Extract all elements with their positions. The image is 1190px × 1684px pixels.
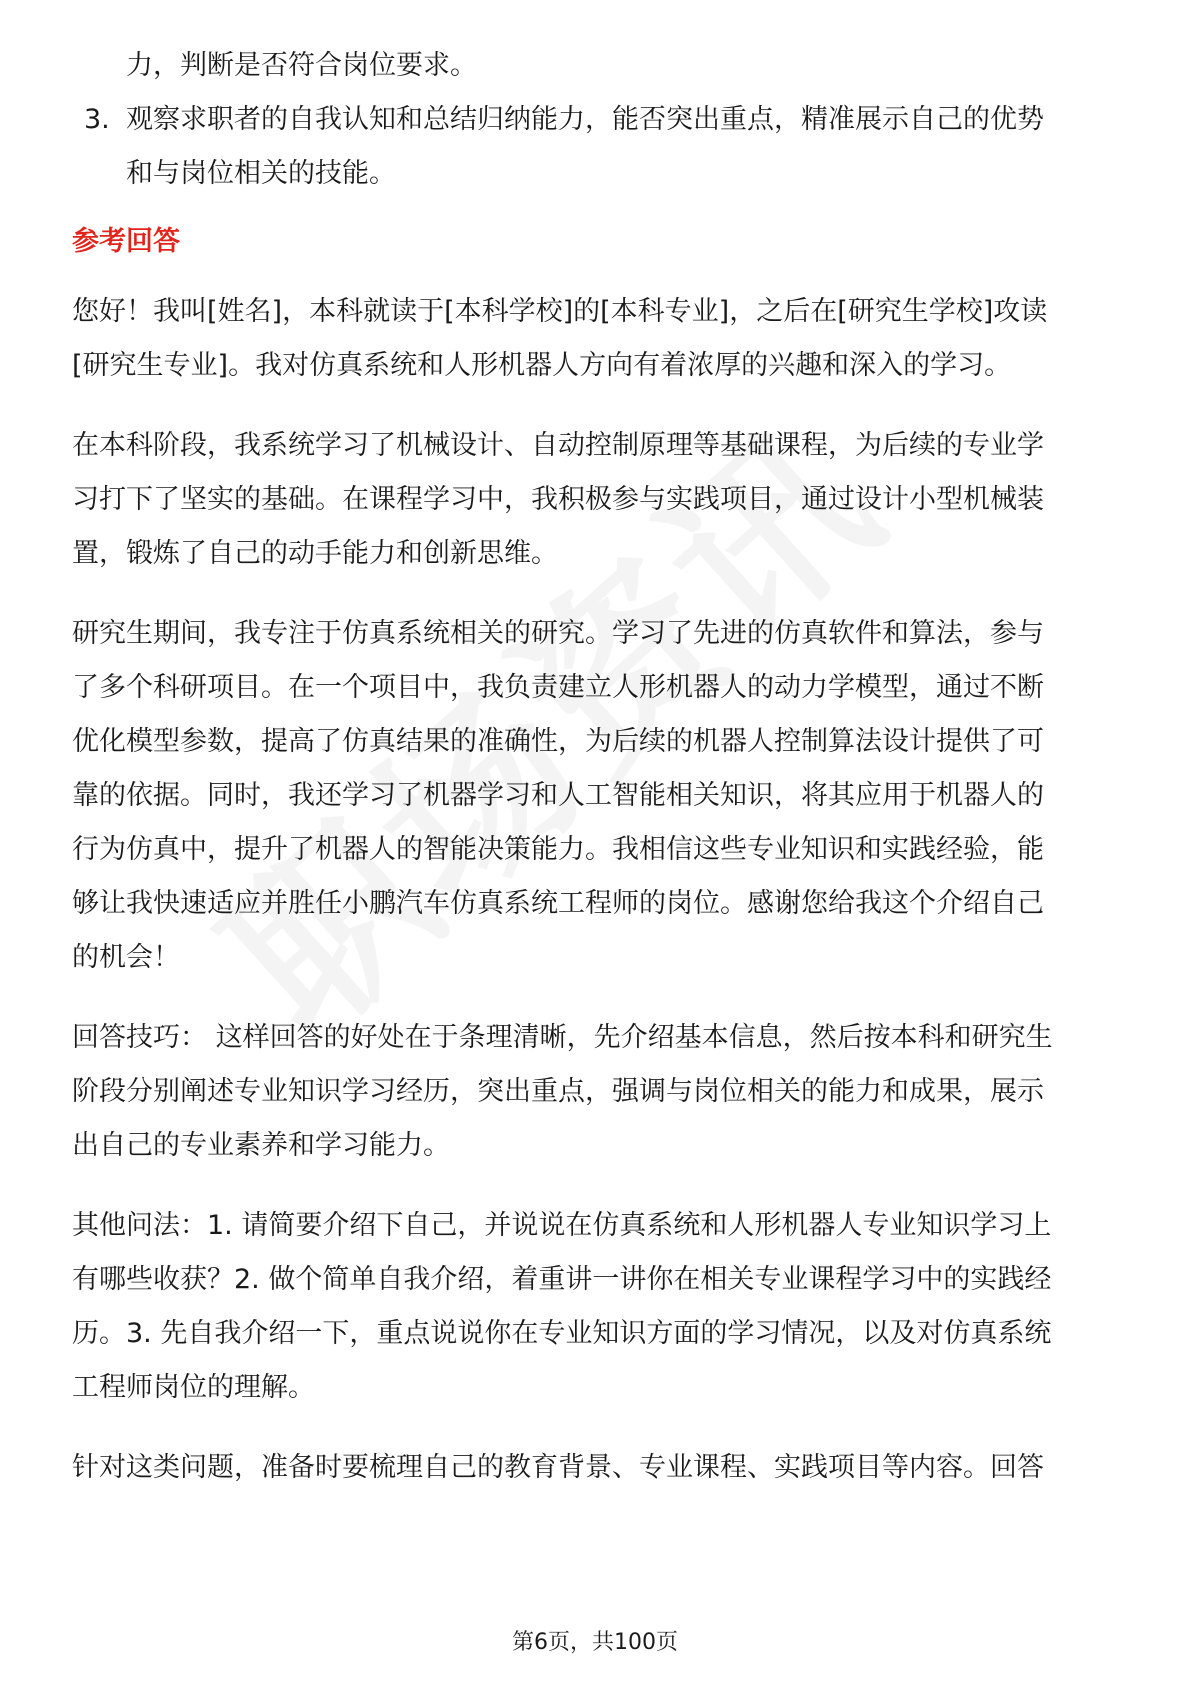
answer-paragraph-3-line-7: 的机会！ — [72, 942, 180, 973]
other-questions-line-4: 工程师岗位的理解。 — [72, 1372, 315, 1403]
answer-paragraph-3-line-3: 优化模型参数，提高了仿真结果的准确性，为后续的机器人控制算法设计提供了可 — [72, 726, 1044, 757]
tips-line-1: 回答技巧： 这样回答的好处在于条理清晰，先介绍基本信息，然后按本科和研究生 — [72, 1022, 1053, 1053]
answer-paragraph-1-line-1: 您好！我叫[姓名]，本科就读于[本科学校]的[本科专业]，之后在[研究生学校]攻读 — [72, 296, 1048, 327]
criteria-item3-line2: 和与岗位相关的技能。 — [126, 158, 396, 189]
criteria-item2-tail: 力，判断是否符合岗位要求。 — [126, 50, 477, 81]
answer-paragraph-3-line-6: 够让我快速适应并胜任小鹏汽车仿真系统工程师的岗位。感谢您给我这个介绍自己 — [72, 888, 1044, 919]
tips-line-2: 阶段分别阐述专业知识学习经历，突出重点，强调与岗位相关的能力和成果，展示 — [72, 1076, 1044, 1107]
other-questions-line-2: 有哪些收获？2. 做个简单自我介绍，着重讲一讲你在相关专业课程学习中的实践经 — [72, 1264, 1052, 1295]
criteria-item3-number: 3. — [84, 104, 110, 135]
answer-paragraph-3-line-4: 靠的依据。同时，我还学习了机器学习和人工智能相关知识，将其应用于机器人的 — [72, 780, 1044, 811]
answer-paragraph-1-line-2: [研究生专业]。我对仿真系统和人形机器人方向有着浓厚的兴趣和深入的学习。 — [72, 350, 1012, 381]
answer-paragraph-3-line-1: 研究生期间，我专注于仿真系统相关的研究。学习了先进的仿真软件和算法，参与 — [72, 618, 1044, 649]
answer-paragraph-2-line-2: 习打下了坚实的基础。在课程学习中，我积极参与实践项目，通过设计小型机械装 — [72, 484, 1044, 515]
page-number-footer: 第6页，共100页 — [512, 1630, 678, 1655]
answer-heading: 参考回答 — [72, 226, 180, 257]
other-questions-line-3: 历。3. 先自我介绍一下，重点说说你在专业知识方面的学习情况，以及对仿真系统 — [72, 1318, 1052, 1349]
answer-paragraph-2-line-1: 在本科阶段，我系统学习了机械设计、自动控制原理等基础课程，为后续的专业学 — [72, 430, 1044, 461]
other-questions-line-1: 其他问法：1. 请简要介绍下自己，并说说在仿真系统和人形机器人专业知识学习上 — [72, 1210, 1052, 1241]
answer-paragraph-3-line-2: 了多个科研项目。在一个项目中，我负责建立人形机器人的动力学模型，通过不断 — [72, 672, 1044, 703]
closing-line-1: 针对这类问题，准备时要梳理自己的教育背景、专业课程、实践项目等内容。回答 — [72, 1452, 1044, 1483]
answer-paragraph-3-line-5: 行为仿真中，提升了机器人的智能决策能力。我相信这些专业知识和实践经验，能 — [72, 834, 1044, 865]
criteria-item3-line1: 观察求职者的自我认知和总结归纳能力，能否突出重点，精准展示自己的优势 — [126, 104, 1044, 135]
tips-line-3: 出自己的专业素养和学习能力。 — [72, 1130, 450, 1161]
answer-paragraph-2-line-3: 置，锻炼了自己的动手能力和创新思维。 — [72, 538, 558, 569]
